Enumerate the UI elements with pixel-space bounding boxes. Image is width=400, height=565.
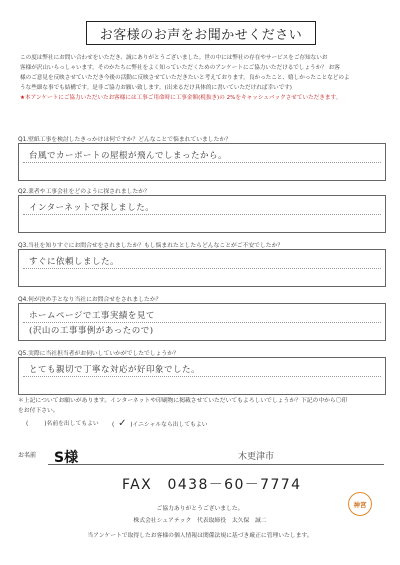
question-2: Q2.業者や工事会社をどのように探されましたか？ xyxy=(18,189,150,195)
name-row xyxy=(18,446,384,464)
page-title: お客様のお声をお聞かせください xyxy=(86,21,316,45)
question-3: Q3.当社を知りすぐにお問合せをされましたか？もし悩まれたとしたらどんなことがご不安でしたか？ xyxy=(18,243,284,249)
name-value: S様 xyxy=(54,450,79,466)
answer-box-3[interactable] xyxy=(18,249,386,287)
option-show-name[interactable]: ( )名前を出してもよい xyxy=(26,421,99,427)
answer-1-text: 台風でカーポートの屋根が飛んでしまったから。 xyxy=(29,151,228,161)
answer-3-text: すぐに依頼しました。 xyxy=(29,257,120,267)
answer-box-5[interactable] xyxy=(18,357,386,395)
seal-stamp-icon: 神宮 xyxy=(348,492,372,516)
fax-number: FAX 0438－60－7774 xyxy=(122,477,302,493)
city-handwritten: 木更津市 xyxy=(238,452,275,462)
name-label: お名前 xyxy=(18,452,37,459)
intro-line-2: 客様が沢山いらっしゃいます。そのかたちに弊社をよく知っていただくためのアンケートにご協力いただけるでしょうか？ お客 xyxy=(20,65,340,71)
consent-line-1: ＊上記についてお願いがあります。インターネットや印刷物に掲載させていただいてもよろしいでしょうか？下記の中から〇印 xyxy=(18,398,348,404)
answer-box-2[interactable] xyxy=(18,195,386,233)
option-initials-label: イニシャルなら出してもよい xyxy=(132,422,208,428)
option-initials-checkmark[interactable]: ✓ xyxy=(118,418,127,429)
question-4: Q4.何が決め手となり当社にお問合せをされましたか？ xyxy=(18,297,162,303)
intro-text xyxy=(20,53,382,103)
answer-4-text-line2: (沢山の工事事例があったので) xyxy=(29,326,154,336)
option-initials[interactable]: ( ✓ )イニシャルなら出してもよい xyxy=(112,418,208,429)
cashback-notice: ★本アンケートにご協力いただいたお客様には工事ご用命時に工事金額(税抜き)の 2%をキャッシュバックさせていただきます。 xyxy=(20,95,342,101)
answer-4-text-line1: ホームページで工事実績を見て xyxy=(29,311,155,321)
answer-box-1[interactable] xyxy=(18,143,386,181)
consent-request xyxy=(18,396,384,416)
question-5: Q5.実際に当社担当者がお伺いしていかがでしたでしょうか？ xyxy=(18,351,179,357)
intro-line-4: うな些細な事でも結構です。是非ご協力お願い致します。(出来るだけ具体的に書いていただければ幸いです) xyxy=(20,85,292,91)
answer-2-text: インターネットで探しました。 xyxy=(29,203,155,213)
consent-line-2: をお付下さい。 xyxy=(18,408,59,414)
option-show-name-label: 名前を出してもよい xyxy=(46,421,99,427)
question-1: Q1.壁紙工事を検討したきっかけは何ですか？どんなことで悩まれていましたか？ xyxy=(18,137,231,143)
name-field[interactable] xyxy=(48,446,384,465)
intro-line-1: この度は弊社にお問い合わせをいただき、誠にありがとうございました。世の中には弊社の存在やサービスをご存知ないお xyxy=(20,55,328,61)
footer-privacy: 当アンケートで取得したお客様の個人情報は関係法規に基づき厳正に管理いたします。 xyxy=(87,533,313,539)
answer-box-4[interactable] xyxy=(18,303,386,341)
footer-company: 株式会社シェアテック 代表取締役 太久保 誠二 xyxy=(133,518,267,524)
footer-thanks: ご協力ありがとうございました。 xyxy=(156,506,244,512)
answer-5-text: とても親切で丁寧な対応が好印象でした。 xyxy=(29,365,201,375)
intro-line-3: 様のご意見を反映させていただき今後の活動に反映させていただきたいと考えております。良かったこと、嬉しかったことなどのよ xyxy=(20,75,350,81)
